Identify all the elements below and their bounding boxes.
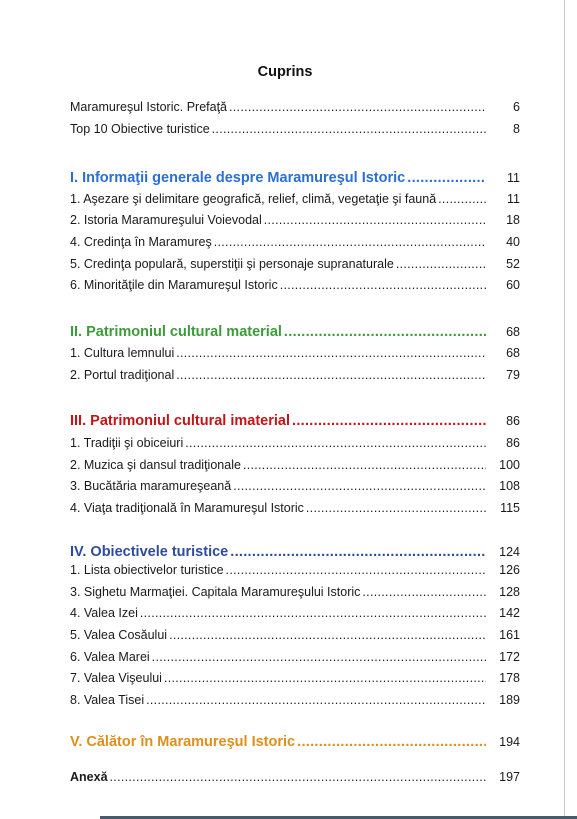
toc-page-number: 68 xyxy=(506,325,520,339)
toc-page-number: 197 xyxy=(499,770,520,784)
chapter-heading-2[interactable] xyxy=(70,317,520,339)
toc-entry[interactable] xyxy=(70,687,520,707)
toc-entry-label: 8. Valea Tisei xyxy=(70,693,145,707)
toc-entry[interactable] xyxy=(70,362,520,382)
toc-page-number: 8 xyxy=(513,122,520,136)
toc-entry-label: 4. Viaţa tradiţională în Maramureşul Istoric xyxy=(70,501,304,515)
toc-entry-label: 3. Bucătăria maramureşeană xyxy=(70,479,232,493)
toc-page-number: 60 xyxy=(506,278,520,292)
dot-leader xyxy=(306,501,486,515)
toc-entry-label: 1. Tradiţii şi obiceiuri xyxy=(70,436,184,450)
toc-entry-label: 2. Portul tradiţional xyxy=(70,368,175,382)
toc-entry-label: 4. Credinţa în Maramureş xyxy=(70,235,212,249)
toc-entry[interactable] xyxy=(70,665,520,685)
toc-entry[interactable] xyxy=(70,272,520,292)
toc-entry[interactable] xyxy=(70,229,520,249)
toc-entry-label: 7. Valea Vişeului xyxy=(70,671,162,685)
toc-page-number: 108 xyxy=(499,479,520,493)
toc-page-number: 178 xyxy=(499,671,520,685)
dot-leader xyxy=(164,671,486,685)
toc-entry-label: 5. Valea Cosăului xyxy=(70,628,168,642)
chapter-heading-label: III. Patrimoniul cultural imaterial xyxy=(70,413,290,429)
page-edge xyxy=(564,0,565,819)
dot-leader xyxy=(292,414,486,428)
toc-page-number: 40 xyxy=(506,235,520,249)
toc-page-number: 100 xyxy=(499,458,520,472)
dot-leader xyxy=(229,100,486,114)
toc-entry[interactable] xyxy=(70,495,520,515)
toc-entry-top10[interactable] xyxy=(70,116,520,136)
toc-entry-label: 2. Istoria Maramureşului Voievodal xyxy=(70,213,262,227)
toc-entry-label: 4. Valea Izei xyxy=(70,606,138,620)
toc-entry[interactable] xyxy=(70,452,520,472)
chapter-heading-5[interactable] xyxy=(70,727,520,749)
toc-entry[interactable] xyxy=(70,251,520,271)
toc-page-number: 128 xyxy=(499,585,520,599)
toc-entry-label: 2. Muzica şi dansul tradiţionale xyxy=(70,458,241,472)
dot-leader xyxy=(233,479,486,493)
toc-page-number: 161 xyxy=(499,628,520,642)
toc-entry-label: 1. Lista obiectivelor turistice xyxy=(70,563,224,577)
chapter-heading-label: V. Călător în Maramureşul Istoric xyxy=(70,734,296,750)
toc-page-number: 11 xyxy=(507,171,520,185)
dot-leader xyxy=(176,346,486,360)
toc-page-number: 68 xyxy=(506,346,520,360)
chapter-heading-label: I. Informaţii generale despre Maramureşul Istoric xyxy=(70,170,406,186)
dot-leader xyxy=(176,368,486,382)
toc-entry-label: 3. Sighetu Marmaţiei. Capitala Maramureşului Istoric xyxy=(70,585,361,599)
chapter-heading-4[interactable] xyxy=(70,537,520,559)
dot-leader xyxy=(152,650,486,664)
toc-page-number: 79 xyxy=(506,368,520,382)
dot-leader xyxy=(396,257,486,271)
toc-entry[interactable] xyxy=(70,207,520,227)
dot-leader xyxy=(110,770,486,784)
page-title: Cuprins xyxy=(257,64,313,80)
toc-page-number: 189 xyxy=(499,693,520,707)
toc-entry-label: 1. Aşezare şi delimitare geografică, relief, climă, vegetaţie şi faună xyxy=(70,192,437,206)
toc-entry-label: 5. Credinţa populară, superstiţii şi personaje supranaturale xyxy=(70,257,394,271)
dot-leader xyxy=(212,122,486,136)
toc-page-number: 18 xyxy=(506,213,520,227)
dot-leader xyxy=(407,171,486,185)
toc-entry[interactable] xyxy=(70,644,520,664)
toc-entry[interactable] xyxy=(70,473,520,493)
toc-page-number: 124 xyxy=(499,545,520,559)
toc-entry-label: Top 10 Obiective turistice xyxy=(70,122,210,136)
dot-leader xyxy=(243,458,486,472)
toc-entry-anexa[interactable] xyxy=(70,764,520,784)
toc-page-number: 172 xyxy=(499,650,520,664)
toc-page-number: 11 xyxy=(507,192,520,206)
toc-entry[interactable] xyxy=(70,186,520,206)
toc-entry[interactable] xyxy=(70,600,520,620)
toc-entry[interactable] xyxy=(70,579,520,599)
toc-entry[interactable] xyxy=(70,557,520,577)
chapter-heading-label: II. Patrimoniul cultural material xyxy=(70,324,282,340)
toc-page-number: 86 xyxy=(506,436,520,450)
toc-entry-label: 6. Valea Marei xyxy=(70,650,150,664)
toc-page-number: 194 xyxy=(499,735,520,749)
dot-leader xyxy=(284,325,486,339)
dot-leader xyxy=(280,278,486,292)
toc-entry[interactable] xyxy=(70,340,520,360)
toc-page-number: 52 xyxy=(506,257,520,271)
toc-page-number: 86 xyxy=(506,414,520,428)
toc-page-number: 142 xyxy=(499,606,520,620)
dot-leader xyxy=(362,585,486,599)
toc-page-number: 6 xyxy=(513,100,520,114)
toc-entry[interactable] xyxy=(70,622,520,642)
toc-page-number: 115 xyxy=(500,501,520,515)
toc-entry-label: 6. Minorităţile din Maramureşul Istoric xyxy=(70,278,278,292)
toc-entry-prefata[interactable] xyxy=(70,94,520,114)
toc-entry-label: Maramureşul Istoric. Prefaţă xyxy=(70,100,227,114)
dot-leader xyxy=(146,693,486,707)
dot-leader xyxy=(185,436,486,450)
toc-page-number: 126 xyxy=(499,563,520,577)
dot-leader xyxy=(438,192,486,206)
chapter-heading-3[interactable] xyxy=(70,406,520,428)
toc-entry-label: Anexă xyxy=(70,770,108,784)
chapter-heading-label: IV. Obiectivele turistice xyxy=(70,544,229,560)
dot-leader xyxy=(264,213,486,227)
dot-leader xyxy=(226,563,486,577)
dot-leader xyxy=(297,735,486,749)
dot-leader xyxy=(214,235,486,249)
dot-leader xyxy=(169,628,486,642)
dot-leader xyxy=(140,606,486,620)
toc-entry-label: 1. Cultura lemnului xyxy=(70,346,175,360)
chapter-heading-1[interactable] xyxy=(70,163,520,185)
toc-entry[interactable] xyxy=(70,430,520,450)
